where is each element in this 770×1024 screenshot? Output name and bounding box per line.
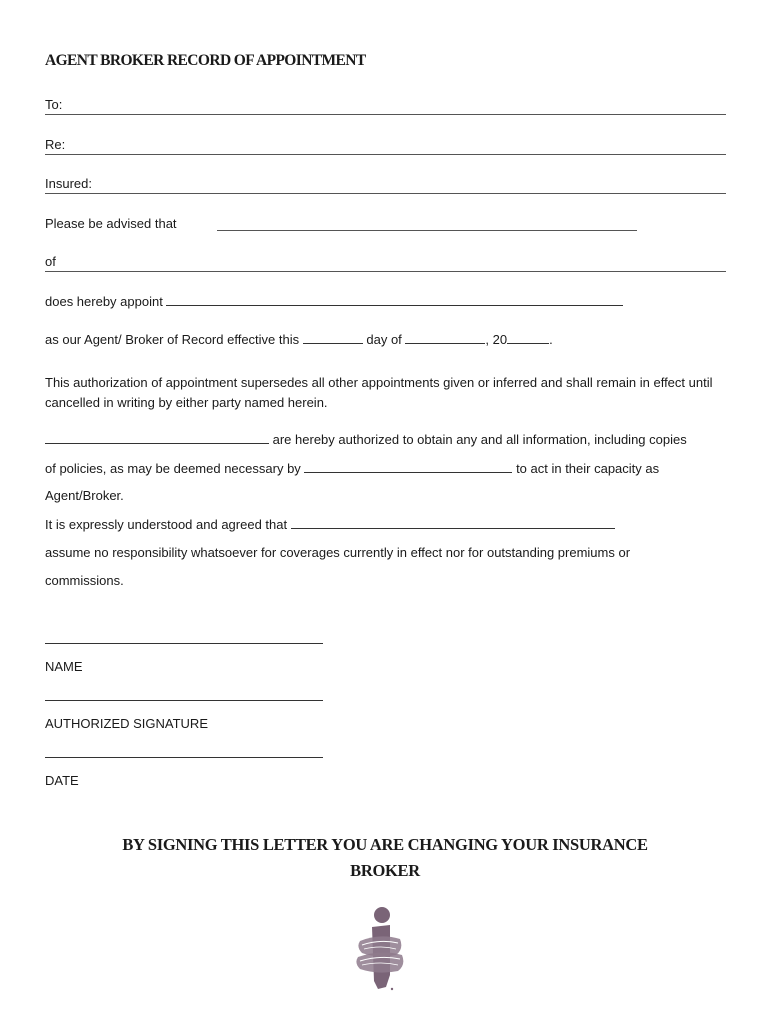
of-field-line[interactable] — [45, 271, 726, 272]
agent-broker-text: Agent/Broker. — [45, 488, 124, 503]
policies-prefix-text: of policies, as may be deemed necessary by — [45, 461, 301, 476]
authorized-signature-line[interactable] — [45, 700, 323, 701]
insured-label: Insured: — [45, 176, 92, 191]
effective-day-field[interactable] — [303, 331, 363, 344]
re-field-line[interactable] — [45, 154, 726, 155]
effective-label: as our Agent/ Broker of Record effective this — [45, 332, 300, 347]
name-label: NAME — [45, 659, 83, 674]
understood-party-field[interactable] — [291, 516, 615, 529]
document-title: AGENT BROKER RECORD OF APPOINTMENT — [45, 52, 366, 69]
authorized-text: are hereby authorized to obtain any and all information, including copies — [272, 432, 687, 447]
date-signature-line[interactable] — [45, 757, 323, 758]
year-prefix-label: , 20 — [485, 332, 508, 347]
understood-row — [45, 516, 615, 532]
of-label: of — [45, 254, 56, 269]
authorized-row — [45, 431, 687, 447]
effective-year-field[interactable] — [507, 331, 549, 344]
effective-row — [45, 331, 553, 347]
day-of-label: day of — [366, 332, 402, 347]
insured-field-line[interactable] — [45, 193, 726, 194]
effective-month-field[interactable] — [405, 331, 485, 344]
authorized-party-field[interactable] — [45, 431, 269, 444]
policies-suffix-text: to act in their capacity as — [516, 461, 660, 476]
re-label: Re: — [45, 137, 66, 152]
authorized-signature-label: AUTHORIZED SIGNATURE — [45, 716, 208, 731]
name-signature-line[interactable] — [45, 643, 323, 644]
date-label: DATE — [45, 773, 79, 788]
supersedes-paragraph: This authorization of appointment supersedes all other appointments given or inferred and shall remain in effect until cancelled in writing by either party named herein. — [45, 375, 713, 410]
appoint-field-line[interactable] — [166, 293, 623, 306]
appoint-row — [45, 293, 623, 309]
understood-text: It is expressly understood and agreed that — [45, 517, 288, 532]
responsibility-text: assume no responsibility whatsoever for coverages currently in effect nor for outstanding premiums or — [45, 545, 631, 560]
footer-line-2: BROKER — [350, 861, 420, 880]
policies-row — [45, 460, 659, 476]
footer-warning — [40, 832, 730, 884]
to-field-line[interactable] — [45, 114, 726, 115]
year-suffix-label: . — [549, 332, 553, 347]
appoint-label: does hereby appoint — [45, 294, 163, 309]
commissions-text: commissions. — [45, 573, 124, 588]
person-figure-logo-icon — [350, 905, 410, 995]
to-label: To: — [45, 97, 63, 112]
advised-field-line[interactable] — [217, 230, 637, 231]
footer-line-1: BY SIGNING THIS LETTER YOU ARE CHANGING YOUR INSURANCE — [122, 835, 648, 854]
deemed-by-field[interactable] — [304, 460, 512, 473]
advised-label: Please be advised that — [45, 216, 177, 231]
